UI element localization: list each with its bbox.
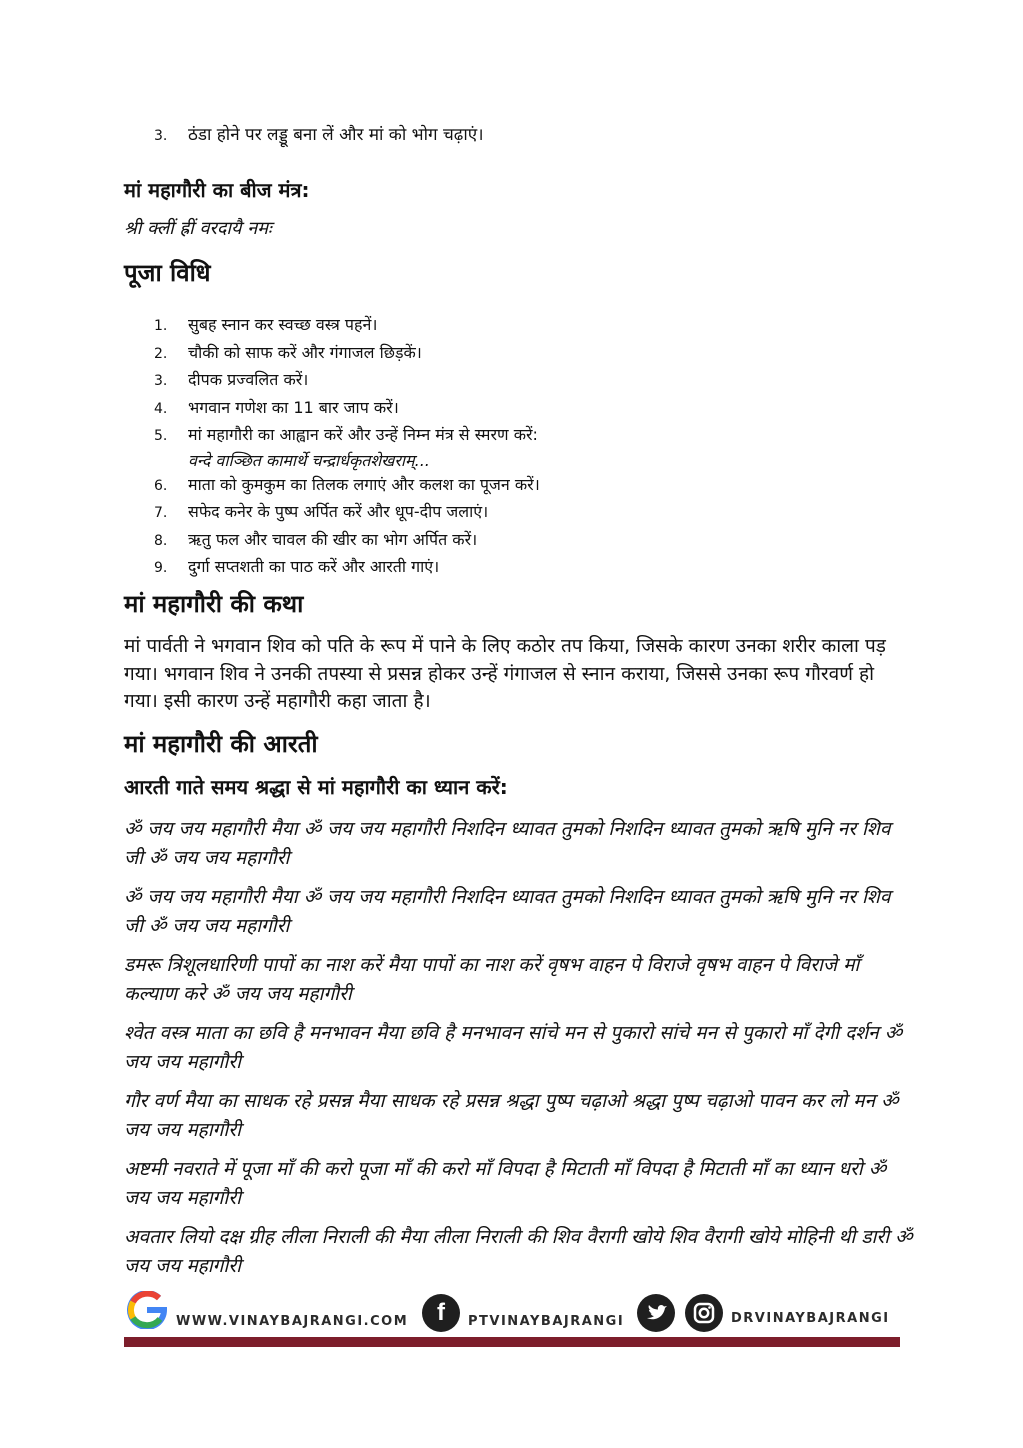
- list-number: 8.: [154, 532, 168, 549]
- list-item: [124, 554, 884, 582]
- list-text: ऋतु फल और चावल की खीर का भोग अर्पित करें।: [188, 529, 478, 549]
- facebook-handle[interactable]: PTVINAYBAJRANGI: [468, 1314, 625, 1329]
- website-link[interactable]: WWW.VINAYBAJRANGI.COM: [176, 1314, 409, 1329]
- aarti-heading: मां महागौरी की आरती: [124, 730, 318, 758]
- list-number: 7.: [154, 505, 168, 521]
- list-text: भगवान गणेश का 11 बार जाप करें।: [188, 397, 399, 417]
- list-item: [124, 527, 884, 555]
- list-number: 3.: [154, 128, 168, 144]
- katha-heading: मां महागौरी की कथा: [124, 590, 304, 618]
- list-item: [124, 122, 484, 149]
- aarti-verses: [124, 815, 914, 1291]
- aarti-verse: अष्टमी नवराते में पूजा माँ की करो पूजा माँ की करो माँ विपदा है मिटाती माँ विपदा है मिटाती माँ का ध्यान धरो ॐ जय जय महागौरी: [124, 1158, 887, 1209]
- google-g-icon: [126, 1291, 168, 1329]
- list-item: [124, 472, 884, 500]
- instagram-icon[interactable]: [685, 1294, 723, 1332]
- puja-vidhi-heading: पूजा विधि: [124, 259, 211, 287]
- list-item: [124, 395, 884, 423]
- list-item: [124, 499, 884, 527]
- aarti-verse: डमरू त्रिशूलधारिणी पापों का नाश करें मैया पापों का नाश करें वृषभ वाहन पे विराजे वृषभ वाहन पे विराजे माँ कल्याण करे ॐ जय जय महागौरी: [124, 954, 860, 1005]
- aarti-verse: अवतार लियो दक्ष ग्रीह लीला निराली की मैया लीला निराली की शिव वैरागी खोये शिव वैरागी खोये मोहिनी थी डारी ॐ जय जय महागौरी: [124, 1226, 913, 1277]
- list-item: [124, 367, 884, 395]
- list-number: 3.: [154, 373, 168, 389]
- twitter-icon[interactable]: [637, 1294, 675, 1332]
- aarti-verse: ॐ जय जय महागौरी मैया ॐ जय जय महागौरी निशदिन ध्यावत तुमको निशदिन ध्यावत तुमको ऋषि मुनि नर शिव जी ॐ जय जय महागौरी: [124, 886, 891, 937]
- aarti-verse: गौर वर्ण मैया का साधक रहे प्रसन्न मैया साधक रहे प्रसन्न श्रद्धा पुष्प चढ़ाओ श्रद्धा पुष्प चढ़ाओ पावन कर लो मन ॐ जय जय महागौरी: [124, 1090, 899, 1141]
- list-item: [124, 312, 884, 340]
- list-item: [124, 422, 884, 472]
- list-number: 2.: [154, 345, 168, 362]
- aarti-verse: ॐ जय जय महागौरी मैया ॐ जय जय महागौरी निशदिन ध्यावत तुमको निशदिन ध्यावत तुमको ऋषि मुनि नर शिव जी ॐ जय जय महागौरी: [124, 818, 891, 869]
- list-number: 4.: [154, 400, 168, 417]
- aarti-verse: श्वेत वस्त्र माता का छवि है मनभावन मैया छवि है मनभावन सांचे मन से पुकारो सांचे मन से पुकारो माँ देगी दर्शन ॐ जय जय महागौरी: [124, 1022, 903, 1073]
- footer-bar: [124, 1337, 900, 1347]
- beej-mantra-heading: मां महागौरी का बीज मंत्र:: [124, 178, 310, 202]
- list-item: [124, 340, 884, 368]
- list-text: चौकी को साफ करें और गंगाजल छिड़कें।: [188, 342, 422, 362]
- list-text: सुबह स्नान कर स्वच्छ वस्त्र पहनें।: [188, 315, 378, 334]
- katha-paragraph: मां पार्वती ने भगवान शिव को पति के रूप में पाने के लिए कठोर तप किया, जिसके कारण उनका शरीर काला पड़ गया। भगवान शिव ने उनकी तपस्या से प्रसन्न होकर उन्हें गंगाजल से स्नान कराया, जिससे उनका रूप गौरवर्ण हो गया। इसी कारण उन्हें महागौरी कहा जाता है।: [124, 635, 886, 712]
- list-number: 9.: [154, 560, 168, 576]
- list-text: सफेद कनेर के पुष्प अर्पित करें और धूप-दीप जलाएं।: [188, 502, 489, 521]
- mantra-subline: वन्दे वाञ्छित कामार्थे चन्द्रार्धकृतशेखराम्...: [188, 450, 430, 470]
- list-text: मां महागौरी का आह्वान करें और उन्हें निम्न मंत्र से स्मरण करें:: [188, 425, 538, 444]
- list-text: दीपक प्रज्वलित करें।: [188, 370, 309, 389]
- puja-steps-list: [124, 312, 884, 582]
- list-text: माता को कुमकुम का तिलक लगाएं और कलश का पूजन करें।: [188, 474, 540, 494]
- list-number: 5.: [154, 428, 168, 444]
- list-number: 6.: [154, 477, 168, 494]
- list-number: 1.: [154, 318, 168, 334]
- beej-mantra-text: श्री क्लीं ह्रीं वरदायै नमः: [124, 218, 272, 239]
- aarti-subheading: आरती गाते समय श्रद्धा से मां महागौरी का ध्यान करें:: [124, 775, 508, 799]
- previous-steps-list: [124, 122, 484, 149]
- facebook-icon[interactable]: f: [422, 1294, 460, 1332]
- list-text: दुर्गा सप्तशती का पाठ करें और आरती गाएं।: [188, 557, 440, 576]
- social-handle[interactable]: DRVINAYBAJRANGI: [731, 1311, 890, 1326]
- list-text: ठंडा होने पर लड्डू बना लें और मां को भोग चढ़ाएं।: [188, 125, 484, 145]
